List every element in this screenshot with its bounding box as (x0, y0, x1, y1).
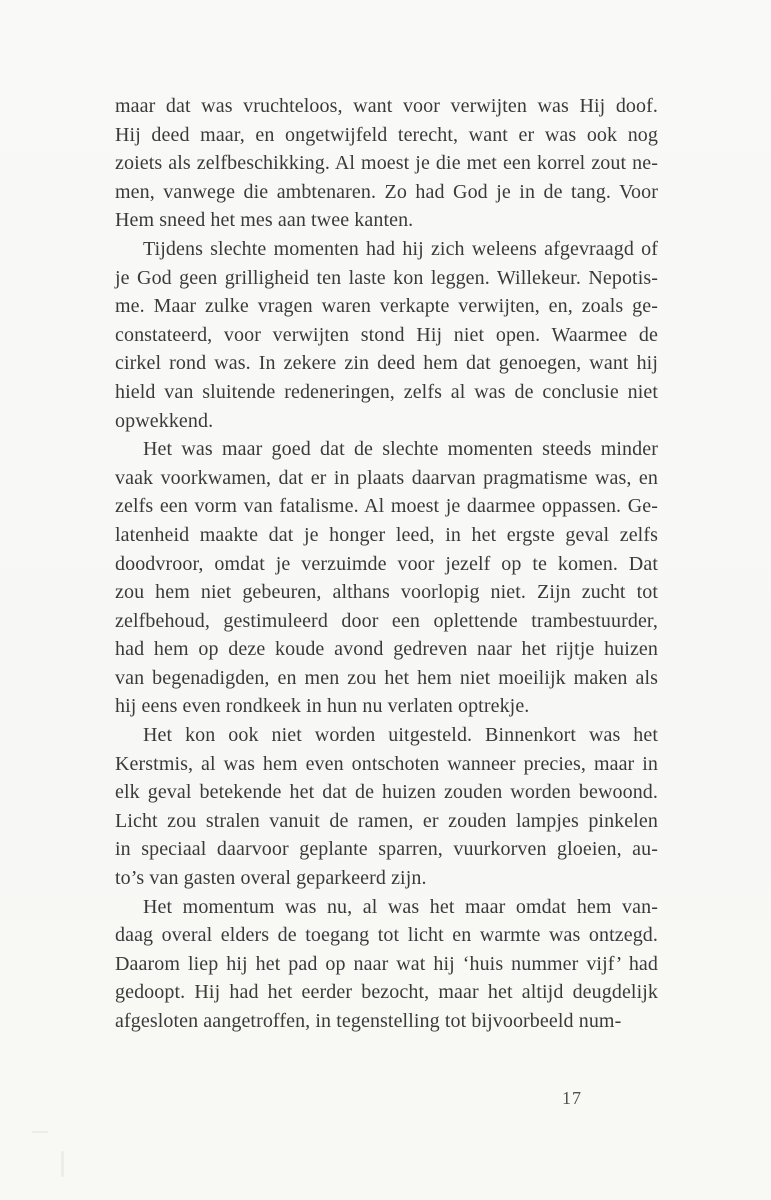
text-line: doodvroor, omdat je verzuimde voor jezelf op te komen. Dat (115, 552, 658, 575)
text-line: daag overal elders de toegang tot licht en warmte was ontzegd. (115, 924, 658, 947)
text-line: van begenadigden, en men zou het hem niet moeilijk maken als (115, 666, 658, 689)
paragraph (115, 235, 658, 435)
text-line: Daarom liep hij het pad op naar wat hij ‘huis nummer vijf’ had (115, 952, 658, 975)
paragraph (115, 435, 658, 721)
scan-artifact-line (61, 1151, 64, 1177)
text-line: Het momentum was nu, al was het maar omdat hem van- (143, 895, 658, 918)
text-line: Tijdens slechte momenten had hij zich weleens afgevraagd of (143, 237, 658, 260)
text-line: cirkel rond was. In zekere zin deed hem dat genoegen, want hij (115, 352, 658, 375)
text-line: zou hem niet gebeuren, althans voorlopig niet. Zijn zucht tot (115, 581, 658, 604)
text-line: hij eens even rondkeek in hun nu verlaten optrekje. (115, 695, 530, 718)
text-line: Hij deed maar, en ongetwijfeld terecht, want er was ook nog (115, 123, 658, 146)
text-line: maar dat was vruchteloos, want voor verwijten was Hij doof. (115, 95, 658, 117)
text-line: zelfbehoud, gestimuleerd door een oplettende trambestuurder, (115, 609, 658, 632)
text-line: zoiets als zelfbeschikking. Al moest je die met een korrel zout ne- (115, 152, 658, 175)
text-line: Het was maar goed dat de slechte momenten steeds minder (143, 438, 658, 461)
text-line: afgesloten aangetroffen, in tegenstelling tot bijvoorbeeld num- (115, 1010, 622, 1032)
text-line: Het kon ook niet worden uitgesteld. Binnenkort was het (143, 724, 658, 747)
paragraph (115, 721, 658, 893)
text-line: to’s van gasten overal geparkeerd zijn. (115, 867, 427, 890)
text-line: Licht zou stralen vanuit de ramen, er zouden lampjes pinkelen (115, 809, 658, 832)
scan-artifact-dash (32, 1131, 48, 1133)
page-number: 17 (562, 1088, 582, 1108)
text-line: Hem sneed het mes aan twee kanten. (115, 209, 414, 232)
text-line: vaak voorkwamen, dat er in plaats daarvan pragmatisme was, en (115, 466, 658, 489)
paragraph (115, 893, 658, 1036)
text-line: gedoopt. Hij had het eerder bezocht, maar het altijd deugdelijk (115, 981, 658, 1004)
text-line: hield van sluitende redeneringen, zelfs al was de conclusie niet (115, 380, 658, 403)
text-block (115, 92, 658, 1036)
text-line: latenheid maakte dat je honger leed, in het ergste geval zelfs (115, 523, 658, 546)
text-line: elk geval betekende het dat de huizen zouden worden bewoond. (115, 781, 658, 804)
text-line: in speciaal daarvoor geplante sparren, vuurkorven gloeien, au- (115, 838, 658, 861)
text-line: je God geen grilligheid ten laste kon leggen. Willekeur. Nepotis- (115, 266, 658, 289)
text-line: Kerstmis, al was hem even ontschoten wanneer precies, maar in (115, 752, 658, 775)
text-line: zelfs een vorm van fatalisme. Al moest je daarmee oppassen. Ge- (115, 495, 658, 518)
text-line: constateerd, voor verwijten stond Hij niet open. Waarmee de (115, 323, 658, 346)
text-line: opwekkend. (115, 409, 214, 432)
text-line: men, vanwege die ambtenaren. Zo had God je in de tang. Voor (115, 180, 658, 203)
text-line: had hem op deze koude avond gedreven naar het rijtje huizen (115, 638, 658, 661)
text-line: me. Maar zulke vragen waren verkapte verwijten, en, zoals ge- (115, 295, 658, 318)
paragraph (115, 92, 658, 235)
